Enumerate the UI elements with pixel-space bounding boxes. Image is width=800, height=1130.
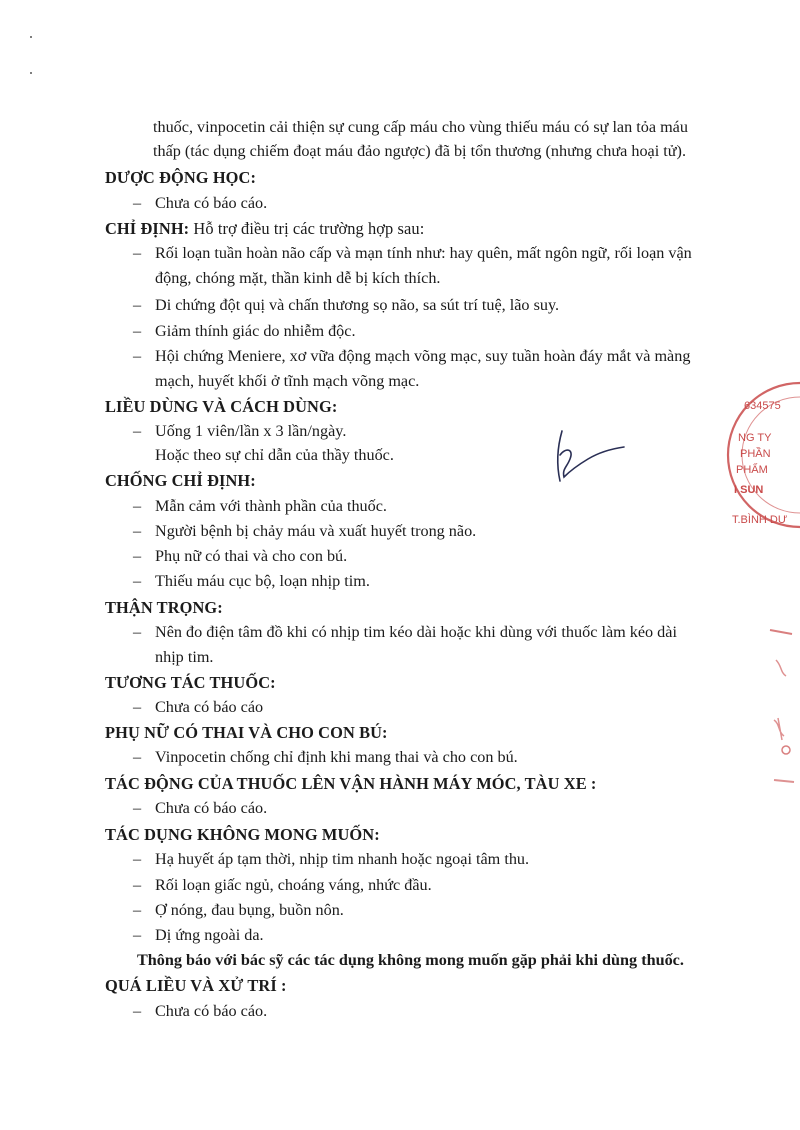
bullet-dash: – [133, 572, 142, 590]
list-item [133, 1002, 267, 1021]
list-item [133, 422, 346, 441]
list-item [133, 901, 344, 920]
list-item [133, 322, 356, 341]
bullet-dash: – [133, 698, 142, 716]
list-item-text: Chưa có báo cáo [155, 698, 264, 716]
list-item-text: Rối loạn tuần hoàn não cấp và mạn tính như: hay quên, mất ngôn ngữ, rối loạn vận [155, 244, 692, 262]
adverse-effects-notice: Thông báo với bác sỹ các tác dụng không mong muốn gặp phải khi dùng thuốc. [137, 951, 684, 969]
scan-speck [30, 72, 32, 74]
list-item-text: Chưa có báo cáo. [155, 194, 268, 212]
list-item [133, 572, 370, 591]
section-heading-lieu-dung: LIỀU DÙNG VÀ CÁCH DÙNG: [105, 397, 338, 416]
section-heading-duoc-dong-hoc: DƯỢC ĐỘNG HỌC: [105, 168, 257, 187]
stamp-text: NG TY [738, 432, 772, 444]
bullet-dash: – [133, 422, 142, 440]
section-heading-phu-nu: PHỤ NỮ CÓ THAI VÀ CHO CON BÚ: [105, 723, 388, 742]
section-heading-chi-dinh [105, 219, 424, 239]
list-item-text: Vinpocetin chống chỉ định khi mang thai và cho con bú. [155, 748, 518, 766]
list-item [133, 347, 690, 366]
bullet-dash: – [133, 901, 142, 919]
stamp-text: T.BÌNH DƯ [732, 514, 788, 526]
heading-rest-text: Hỗ trợ điều trị các trường hợp sau: [189, 219, 425, 238]
list-item-text: Hạ huyết áp tạm thời, nhịp tim nhanh hoặc ngoại tâm thu. [155, 850, 530, 868]
bullet-dash: – [133, 876, 142, 894]
list-item-text: Di chứng đột quị và chấn thương sọ não, sa sút trí tuệ, lão suy. [155, 296, 560, 314]
bullet-dash: – [133, 522, 142, 540]
bullet-dash: – [133, 244, 142, 262]
stamp-text: I SUN [734, 484, 764, 496]
list-item-text: Uống 1 viên/lần x 3 lần/ngày. [155, 422, 347, 440]
list-item [133, 547, 347, 566]
list-item [133, 497, 387, 516]
list-item [133, 244, 692, 263]
section-heading-than-trong: THẬN TRỌNG: [105, 598, 223, 617]
bullet-dash: – [133, 296, 142, 314]
bullet-dash: – [133, 497, 142, 515]
list-item-text: Dị ứng ngoài da. [155, 926, 264, 944]
bullet-dash: – [133, 850, 142, 868]
scan-speck [30, 36, 32, 38]
stamp-text: PHẦN [740, 448, 771, 460]
list-item [133, 748, 518, 767]
list-item-text: Giảm thính giác do nhiễm độc. [155, 322, 356, 340]
list-item-text: Phụ nữ có thai và cho con bú. [155, 547, 348, 565]
bullet-dash: – [133, 926, 142, 944]
intro-line: thấp (tác dụng chiếm đoạt máu đảo ngược) đã bị tổn thương (nhưng chưa hoại tử). [153, 142, 686, 160]
section-heading-tuong-tac: TƯƠNG TÁC THUỐC: [105, 673, 276, 692]
section-heading-tac-dong: TÁC ĐỘNG CỦA THUỐC LÊN VẬN HÀNH MÁY MÓC, TÀU XE : [105, 774, 597, 793]
bullet-dash: – [133, 322, 142, 340]
list-item-text: Rối loạn giấc ngủ, choáng váng, nhức đầu. [155, 876, 432, 894]
bullet-dash: – [133, 748, 142, 766]
list-item [133, 876, 432, 895]
list-item-text: Người bệnh bị chảy máu và xuất huyết trong não. [155, 522, 477, 540]
section-heading-chong-chi-dinh: CHỐNG CHỈ ĐỊNH: [105, 471, 256, 490]
list-item-text: Chưa có báo cáo. [155, 1002, 268, 1020]
list-item [133, 926, 264, 945]
list-item-continuation: nhịp tim. [155, 648, 214, 666]
list-item [133, 799, 267, 818]
list-item [133, 194, 267, 213]
company-stamp [718, 375, 800, 535]
list-item-text: Ợ nóng, đau bụng, buồn nôn. [155, 901, 344, 919]
bullet-dash: – [133, 623, 142, 641]
list-item-continuation: mạch, huyết khối ở tĩnh mạch võng mạc. [155, 372, 420, 390]
list-item [133, 522, 476, 541]
section-heading-qua-lieu: QUÁ LIỀU VÀ XỬ TRÍ : [105, 976, 287, 995]
list-item [133, 698, 263, 717]
bullet-dash: – [133, 547, 142, 565]
list-item-text: Thiếu máu cục bộ, loạn nhịp tim. [155, 572, 370, 590]
list-item [133, 850, 529, 869]
stamp-text: PHẨM [736, 464, 768, 476]
bullet-dash: – [133, 1002, 142, 1020]
list-item-text: Mẫn cảm với thành phần của thuốc. [155, 497, 387, 515]
edge-stamp-marks [760, 620, 800, 790]
heading-text: CHỈ ĐỊNH: [105, 219, 190, 238]
list-item-text: Nên đo điện tâm đồ khi có nhịp tim kéo dài hoặc khi dùng với thuốc làm kéo dài [155, 623, 677, 641]
intro-line: thuốc, vinpocetin cải thiện sự cung cấp máu cho vùng thiếu máu có sự lan tỏa máu [153, 118, 688, 136]
list-item-text: Chưa có báo cáo. [155, 799, 268, 817]
list-item [133, 296, 559, 315]
bullet-dash: – [133, 194, 142, 212]
dosage-note: Hoặc theo sự chỉ dẫn của thầy thuốc. [155, 446, 394, 464]
handwritten-signature [540, 425, 630, 495]
stamp-text: 634575 [744, 400, 781, 412]
section-heading-tac-dung-khong-mong-muon: TÁC DỤNG KHÔNG MONG MUỐN: [105, 825, 380, 844]
bullet-dash: – [133, 799, 142, 817]
list-item-continuation: động, chóng mặt, thần kinh dễ bị kích thích. [155, 269, 441, 287]
bullet-dash: – [133, 347, 142, 365]
list-item [133, 623, 677, 642]
list-item-text: Hội chứng Meniere, xơ vữa động mạch võng mạc, suy tuần hoàn đáy mắt và màng [155, 347, 691, 365]
